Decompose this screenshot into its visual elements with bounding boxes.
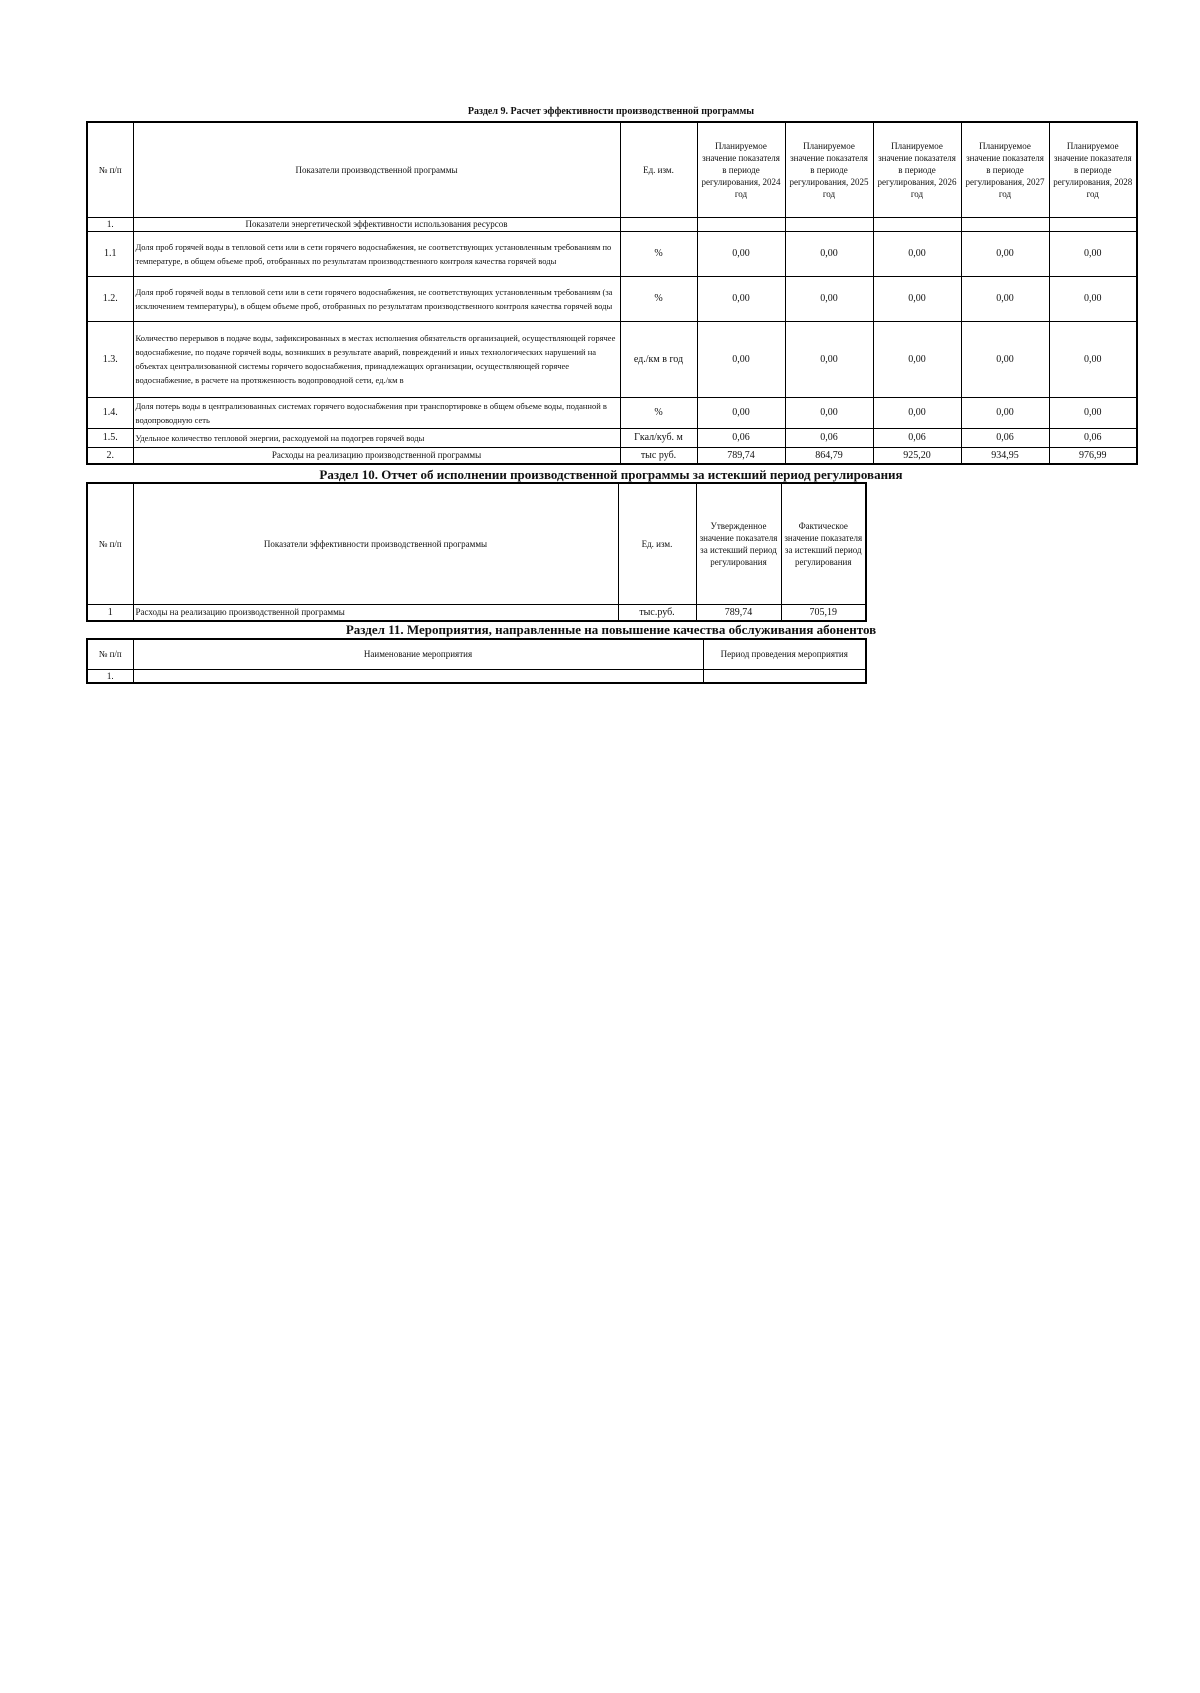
header-year-2026: Планируемое значение показателя в периоде регулирования, 2026 год <box>873 122 961 217</box>
header-indicator: Показатели производственной программы <box>133 122 620 217</box>
row-value: 0,00 <box>873 276 961 321</box>
section11-table <box>86 638 867 684</box>
row-value: 0,00 <box>785 397 873 428</box>
header-year-2027: Планируемое значение показателя в периоде регулирования, 2027 год <box>961 122 1049 217</box>
row-value: 0,00 <box>697 276 785 321</box>
row-unit: % <box>620 397 697 428</box>
row-label: Доля проб горячей воды в тепловой сети или в сети горячего водоснабжения, не соответствующих установленным требованиям (за исключением температуры), в общем объеме проб, отобранных по результатам производственного контроля качества горячей воды <box>133 276 620 321</box>
header-unit: Ед. изм. <box>620 122 697 217</box>
row-value: 0,00 <box>961 276 1049 321</box>
table-row <box>87 217 1137 231</box>
section9-table <box>86 121 1138 465</box>
header-unit: Ед. изм. <box>618 483 696 604</box>
row-label: Количество перерывов в подаче воды, зафиксированных в местах исполнения обязательств организацией, осуществляющей горячее водоснабжение, по подаче горячей воды, возникших в результате аварий, повреждений и иных технологических нарушений на объектах централизованной системы горячего водоснабжения, принадлежащих организации, осуществляющей горячее водоснабжение, в расчете на протяженность водопроводной сети, ед./км в <box>133 321 620 397</box>
row-unit: тыс.руб. <box>618 604 696 621</box>
row-num: 2. <box>87 447 133 464</box>
row-value: 0,00 <box>785 276 873 321</box>
row-value: 0,00 <box>961 231 1049 276</box>
row-value: 0,06 <box>961 428 1049 447</box>
header-approved: Утвержденное значение показателя за истекший период регулирования <box>696 483 781 604</box>
header-name: Наименование мероприятия <box>133 639 703 669</box>
table-row <box>87 428 1137 447</box>
row-value: 0,00 <box>697 231 785 276</box>
table-row <box>87 397 1137 428</box>
row-unit: % <box>620 231 697 276</box>
row-label: Доля потерь воды в централизованных системах горячего водоснабжения при транспортировке в общем объеме воды, поданной в водопроводную сеть <box>133 397 620 428</box>
header-indicator: Показатели эффективности производственной программы <box>133 483 618 604</box>
row-value: 0,00 <box>785 321 873 397</box>
row-actual: 705,19 <box>781 604 866 621</box>
row-num: 1. <box>87 669 133 683</box>
table-row <box>87 231 1137 276</box>
row-num: 1. <box>87 217 133 231</box>
row-label: Доля проб горячей воды в тепловой сети или в сети горячего водоснабжения, не соответствующих установленным требованиям по температуре, в общем объеме проб, отобранных по результатам производственного контроля качества горячей воды <box>133 231 620 276</box>
row-num: 1.1 <box>87 231 133 276</box>
row-num: 1.3. <box>87 321 133 397</box>
row-value: 0,00 <box>1049 276 1137 321</box>
header-period: Период проведения мероприятия <box>703 639 866 669</box>
row-unit: тыс руб. <box>620 447 697 464</box>
header-year-2025: Планируемое значение показателя в периоде регулирования, 2025 год <box>785 122 873 217</box>
section11-title: Раздел 11. Мероприятия, направленные на повышение качества обслуживания абонентов <box>345 622 877 637</box>
row-value: 934,95 <box>961 447 1049 464</box>
section9-header-row <box>87 122 1137 217</box>
row-value: 0,06 <box>873 428 961 447</box>
row-num: 1 <box>87 604 133 621</box>
table-row <box>87 276 1137 321</box>
row-value: 864,79 <box>785 447 873 464</box>
header-year-2028: Планируемое значение показателя в периоде регулирования, 2028 год <box>1049 122 1137 217</box>
section9-title: Раздел 9. Расчет эффективности производственной программы <box>467 106 755 117</box>
table-row <box>87 321 1137 397</box>
row-value: 0,00 <box>873 397 961 428</box>
section10-header-row <box>87 483 866 604</box>
row-value: 0,06 <box>697 428 785 447</box>
row-value: 0,00 <box>697 321 785 397</box>
row-value: 0,00 <box>1049 321 1137 397</box>
header-year-2024: Планируемое значение показателя в периоде регулирования, 2024 год <box>697 122 785 217</box>
header-num: № п/п <box>87 483 133 604</box>
row-value: 925,20 <box>873 447 961 464</box>
row-name <box>133 669 703 683</box>
row-num: 1.5. <box>87 428 133 447</box>
header-num: № п/п <box>87 639 133 669</box>
row-value: 0,00 <box>1049 397 1137 428</box>
section10-table <box>86 482 867 622</box>
row-label: Расходы на реализацию производственной программы <box>133 447 620 464</box>
row-value: 976,99 <box>1049 447 1137 464</box>
row-value: 0,00 <box>1049 231 1137 276</box>
row-value: 0,00 <box>961 397 1049 428</box>
row-label: Расходы на реализацию производственной программы <box>133 604 618 621</box>
row-unit: ед./км в год <box>620 321 697 397</box>
row-value: 0,00 <box>961 321 1049 397</box>
row-unit: Гкал/куб. м <box>620 428 697 447</box>
row-label: Показатели энергетической эффективности использования ресурсов <box>133 217 620 231</box>
row-value: 0,00 <box>697 397 785 428</box>
row-unit: % <box>620 276 697 321</box>
row-period <box>703 669 866 683</box>
row-value: 0,00 <box>785 231 873 276</box>
header-num: № п/п <box>87 122 133 217</box>
row-value: 0,06 <box>785 428 873 447</box>
table-row-total <box>87 447 1137 464</box>
row-label: Удельное количество тепловой энергии, расходуемой на подогрев горячей воды <box>133 428 620 447</box>
row-value: 0,06 <box>1049 428 1137 447</box>
row-value: 0,00 <box>873 321 961 397</box>
row-num: 1.2. <box>87 276 133 321</box>
section11-header-row <box>87 639 866 669</box>
header-actual: Фактическое значение показателя за истекший период регулирования <box>781 483 866 604</box>
row-value: 0,00 <box>873 231 961 276</box>
section10-title: Раздел 10. Отчет об исполнении производственной программы за истекший период регулирования <box>319 467 903 482</box>
row-value: 789,74 <box>697 447 785 464</box>
table-row <box>87 604 866 621</box>
row-approved: 789,74 <box>696 604 781 621</box>
row-num: 1.4. <box>87 397 133 428</box>
table-row <box>87 669 866 683</box>
